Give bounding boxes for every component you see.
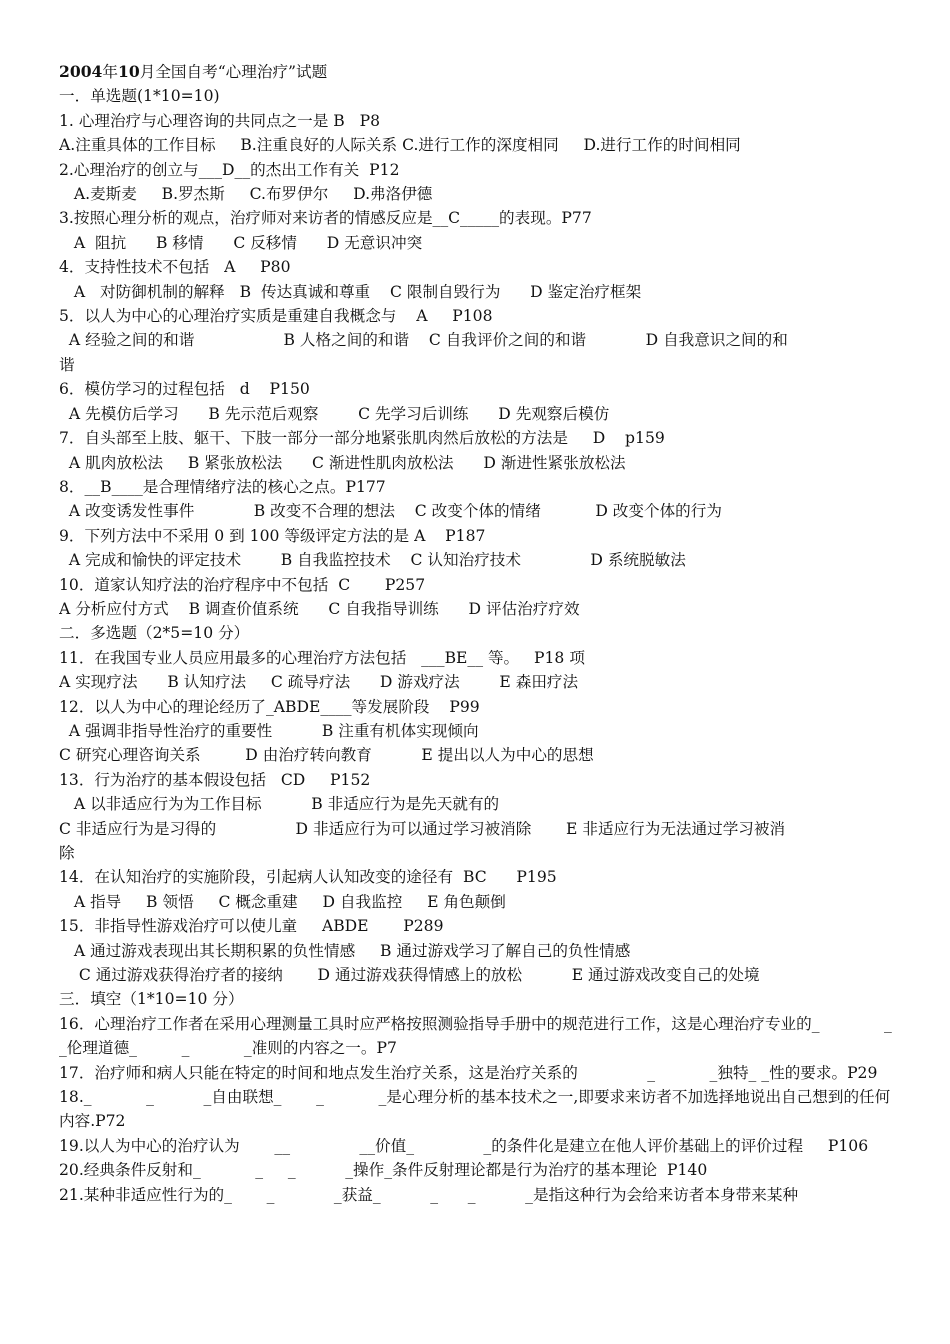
question-13-options-a: A 以非适应行为为工作目标 B 非适应行为是先天就有的	[59, 795, 500, 814]
question-15: 15．非指导性游戏治疗可以使儿童 ABDE P289	[59, 917, 444, 936]
question-5-options-wrap: 谐	[59, 355, 75, 374]
question-21: 21.某种非适应性行为的_ _ _获益_ _ _ _是指这种行为会给来访者本身带来某种	[59, 1185, 799, 1204]
question-20: 20.经典条件反射和_ _ _ _操作_条件反射理论都是行为治疗的基本理论 P140	[59, 1161, 708, 1180]
question-19: 19.以人为中心的治疗认为 __ __价值_ _的条件化是建立在他人评价基础上的评价过程 P106	[59, 1136, 869, 1155]
question-10-options: A 分析应付方式 B 调查价值系统 C 自我指导训练 D 评估治疗疗效	[59, 599, 580, 618]
question-4: 4．支持性技术不包括 A P80	[59, 258, 291, 277]
question-5-options: A 经验之间的和谐 B 人格之间的和谐 C 自我评价之间的和谐 D 自我意识之间的和	[59, 331, 788, 350]
question-7: 7．自头部至上肢、躯干、下肢一部分一部分地紧张肌肉然后放松的方法是 D p159	[59, 429, 665, 448]
question-5: 5．以人为中心的心理治疗实质是重建自我概念与 A P108	[59, 307, 493, 326]
question-8-options: A 改变诱发性事件 B 改变不合理的想法 C 改变个体的情绪 D 改变个体的行为	[59, 502, 722, 521]
question-3: 3.按照心理分析的观点，治疗师对来访者的情感反应是__C_____的表现。P77	[59, 209, 592, 228]
section-fill-blank-heading: 三．填空（1*10=10 分）	[59, 990, 244, 1009]
question-11-options: A 实现疗法 B 认知疗法 C 疏导疗法 D 游戏疗法 E 森田疗法	[59, 673, 579, 692]
question-12: 12．以人为中心的理论经历了_ABDE____等发展阶段 P99	[59, 697, 480, 716]
question-4-options: A 对防御机制的解释 B 传达真诚和尊重 C 限制自毁行为 D 鉴定治疗框架	[59, 282, 642, 301]
question-2: 2.心理治疗的创立与___D__的杰出工作有关 P12	[59, 160, 400, 179]
question-1: 1. 心理治疗与心理咨询的共同点之一是 B P8	[59, 111, 381, 130]
question-12-options-a: A 强调非指导性治疗的重要性 B 注重有机体实现倾向	[59, 721, 479, 740]
question-6: 6．模仿学习的过程包括 d P150	[59, 380, 310, 399]
question-15-options-a: A 通过游戏表现出其长期积累的负性情感 B 通过游戏学习了解自己的负性情感	[59, 941, 631, 960]
question-10: 10．道家认知疗法的治疗程序中不包括 C P257	[59, 575, 426, 594]
question-2-options: A.麦斯麦 B.罗杰斯 C.布罗伊尔 D.弗洛伊德	[59, 185, 433, 204]
question-18: 18._ _ _自由联想_ _ _是心理分析的基本技术之一,即要求来访者不加选择地说出自己想到的任何内容.P72	[59, 1088, 891, 1131]
question-8: 8．__B____是合理情绪疗法的核心之点。P177	[59, 477, 386, 496]
question-14-options: A 指导 B 领悟 C 概念重建 D 自我监控 E 角色颠倒	[59, 892, 506, 911]
question-9: 9．下列方法中不采用 0 到 100 等级评定方法的是 A P187	[59, 526, 486, 545]
question-15-options-b: C 通过游戏获得治疗者的接纳 D 通过游戏获得情感上的放松 E 通过游戏改变自己的处境	[59, 966, 760, 985]
question-13-options-b: C 非适应行为是习得的 D 非适应行为可以通过学习被消除 E 非适应行为无法通过学习被消	[59, 819, 786, 838]
exam-page	[59, 60, 947, 1207]
question-9-options: A 完成和愉快的评定技术 B 自我监控技术 C 认知治疗技术 D 系统脱敏法	[59, 551, 686, 570]
question-11: 11．在我国专业人员应用最多的心理治疗方法包括 ___BE__ 等。 P18 项	[59, 648, 585, 667]
question-16: 16．心理治疗工作者在采用心理测量工具时应严格按照测验指导手册中的规范进行工作，这是心理治疗专业的_ _ _伦理道德_ _ _准则的内容之一。P7	[59, 1014, 947, 1058]
question-12-options-b: C 研究心理咨询关系 D 由治疗转向教育 E 提出以人为中心的思想	[59, 746, 594, 765]
question-13: 13．行为治疗的基本假设包括 CD P152	[59, 770, 371, 789]
question-1-options: A.注重具体的工作目标 B.注重良好的人际关系 C.进行工作的深度相同 D.进行工作的时间相同	[59, 136, 741, 155]
question-7-options: A 肌肉放松法 B 紧张放松法 C 渐进性肌肉放松法 D 渐进性紧张放松法	[59, 453, 626, 472]
section-multi-choice-heading: 二．多选题（2*5=10 分）	[59, 624, 250, 643]
question-6-options: A 先模仿后学习 B 先示范后观察 C 先学习后训练 D 先观察后模仿	[59, 404, 610, 423]
question-3-options: A 阻抗 B 移情 C 反移情 D 无意识冲突	[59, 233, 423, 252]
exam-title: 2004年10月全国自考“心理治疗”试题	[59, 62, 328, 81]
section-single-choice-heading: 一．单选题(1*10=10)	[59, 87, 220, 106]
question-14: 14．在认知治疗的实施阶段，引起病人认知改变的途径有 BC P195	[59, 868, 557, 887]
question-17: 17．治疗师和病人只能在特定的时间和地点发生治疗关系，这是治疗关系的 _ _独特_ _性的要求。P29	[59, 1063, 878, 1082]
question-13-options-wrap: 除	[59, 844, 75, 862]
